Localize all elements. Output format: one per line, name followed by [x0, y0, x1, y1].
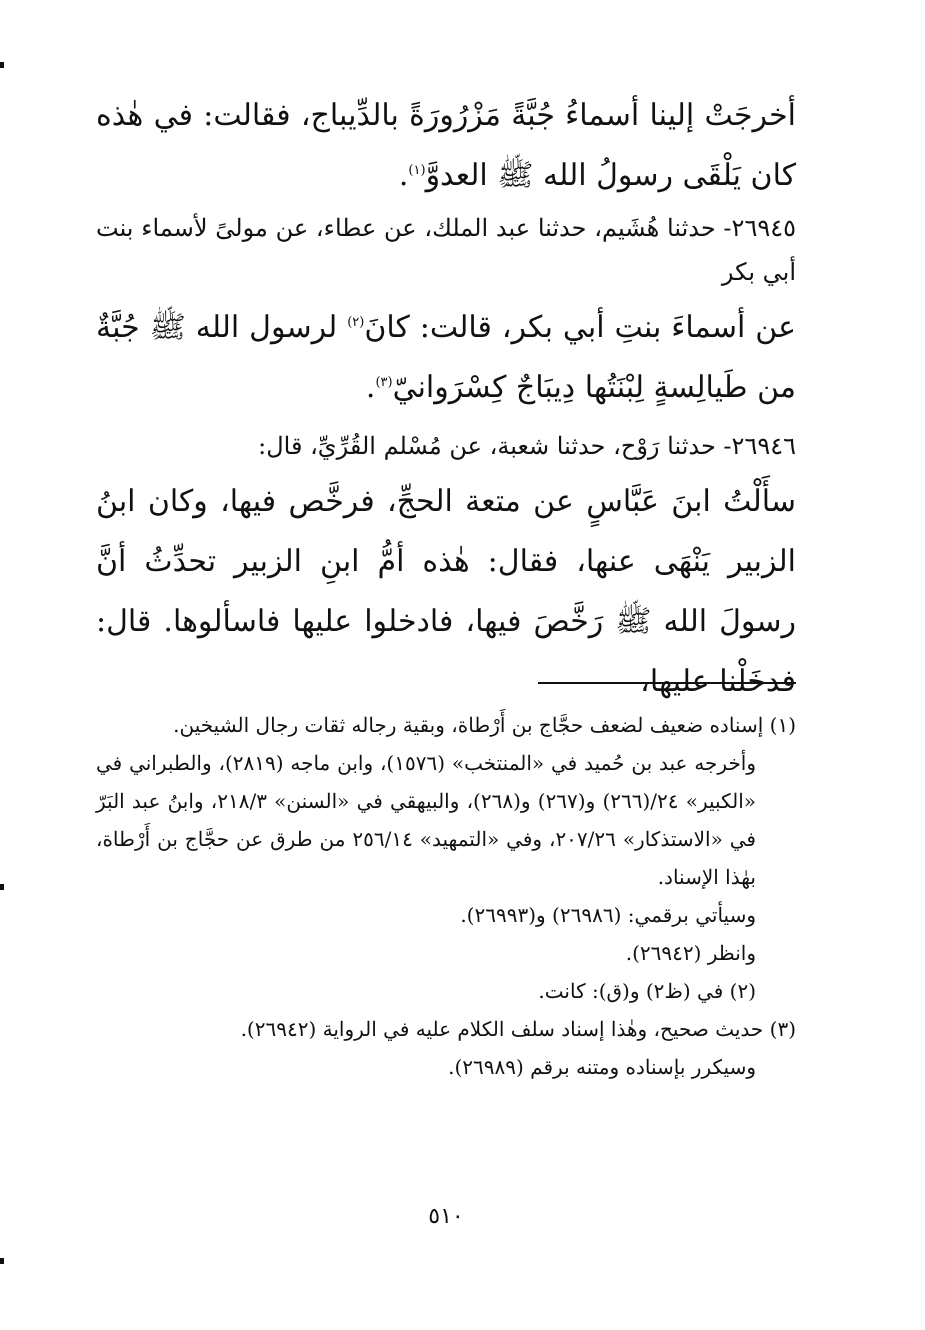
footnote-ref-3: (٣) [375, 375, 393, 390]
page-number: ٥١٠ [428, 1204, 464, 1229]
book-page [96, 86, 796, 1286]
scan-mark-bottom [0, 1258, 4, 1264]
body-paragraph-2 [96, 298, 796, 418]
footnote-2: (٢) في (ظ٢) و(ق): كانت. [538, 979, 756, 1003]
body-paragraph-3: سأَلْتُ ابنَ عَبَّاسٍ عن متعة الحجِّ، فرخَّص فيها، وكان ابنُ الزبير يَنْهَى عنها، فقال: هٰذه أمُّ ابنِ الزبير تحدِّثُ أنَّ رسولَ الله ﷺ رَخَّصَ فيها، فادخلوا عليها فاسألوها. قال: فدخَلْنا عليها، [96, 484, 796, 699]
footnote-1-sources: وأخرجه عبد بن حُميد في «المنتخب» (١٥٧٦)، وابن ماجه (٢٨١٩)، والطبراني في «الكبير» ٢٤/(٢٦٦) و(٢٦٧) و(٢٦٨)، والبيهقي في «السنن» ٢١٨/٣، وابنُ عبد البَرّ في «الاستذكار» ٢٠٧/٢٦، وفي «التمهيد» ٢٥٦/١٤ من طرق عن حجَّاج بن أَرْطاة، بهٰذا الإسناد. [96, 751, 757, 889]
footnote-3-repeat: وسيكرر بإسناده ومتنه برقم (٢٦٩٨٩). [448, 1055, 756, 1079]
body-paragraph-2-text-b: لرسول الله ﷺ جُبَّةٌ من طَيالِسةٍ لِبْنَتُها دِيبَاجٌ كِسْرَوانيّ [96, 310, 796, 405]
body-paragraph-2-text-a: عن أسماءَ بنتِ أبي بكر، قالت: كانَ [364, 310, 796, 345]
footnote-1-line-1: (١) إسناده ضعيف لضعف حجَّاج بن أَرْطاة، وبقية رجاله ثقات رجال الشيخين. [173, 713, 796, 737]
footnote-separator [538, 682, 796, 684]
footnote-3: (٣) حديث صحيح، وهٰذا إسناد سلف الكلام عليه في الرواية (٢٦٩٤٢). [240, 1017, 796, 1041]
footnote-1-see-also: وسيأتي برقمي: (٢٦٩٨٦) و(٢٦٩٩٣). [460, 903, 756, 927]
footnote-ref-1: (١) [408, 163, 426, 178]
hadith-chain-26945: ٢٦٩٤٥- حدثنا هُشَيم، حدثنا عبد الملك، عن عطاء، عن مولىً لأسماء بنت أبي بكر [96, 214, 796, 286]
body-paragraph-1-text: أخرجَتْ إلينا أسماءُ جُبَّةً مَزْرُورَةً بالدِّيباج، فقالت: في هٰذه كان يَلْقَى رسولُ الله ﷺ العدوَّ [96, 98, 796, 193]
footnote-1-compare: وانظر (٢٦٩٤٢). [625, 941, 756, 965]
body-paragraph-2-end: . [365, 370, 376, 405]
body-paragraph-1 [96, 86, 796, 206]
footnotes [96, 706, 796, 1086]
scan-mark-top [0, 62, 4, 68]
hadith-chain-26946: ٢٦٩٤٦- حدثنا رَوْح، حدثنا شعبة، عن مُسْلم القُرِّيِّ، قال: [258, 432, 796, 460]
footnote-ref-2: (٢) [347, 315, 365, 330]
body-paragraph-1-end: . [398, 158, 409, 193]
scan-mark-middle [0, 884, 4, 890]
